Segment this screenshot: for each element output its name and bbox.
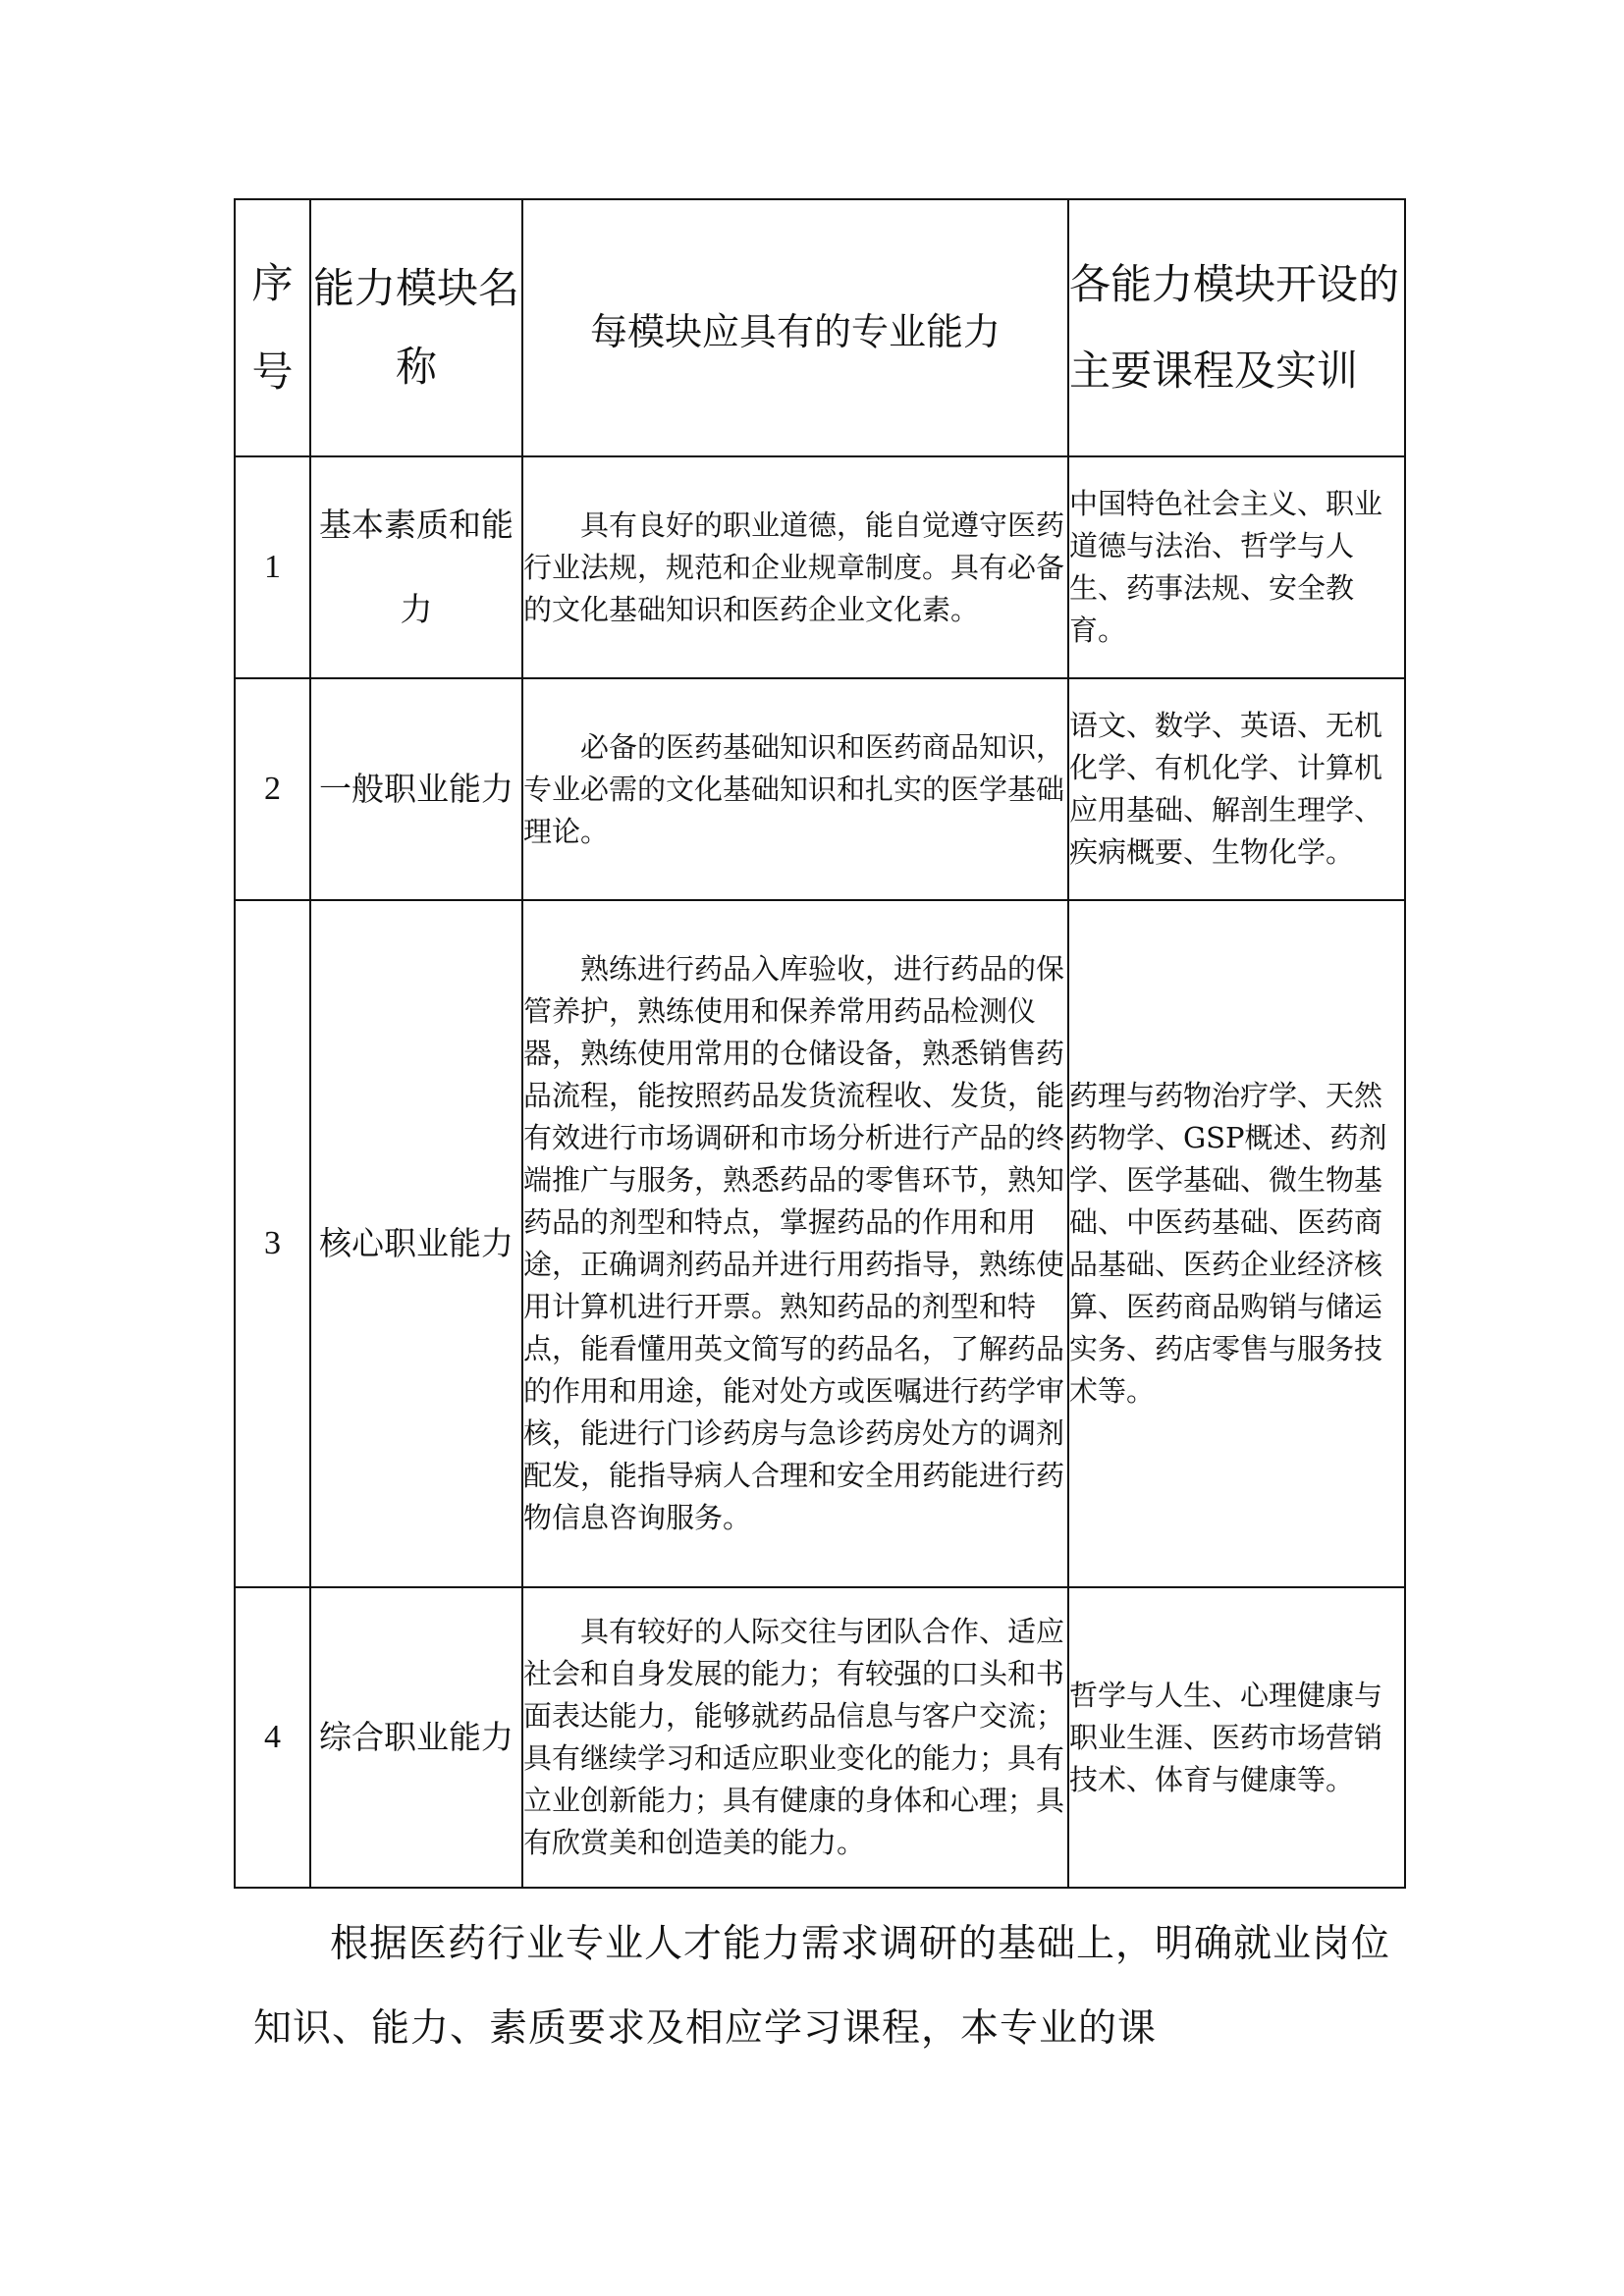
row-courses: 哲学与人生、心理健康与职业生涯、医药市场营销技术、体育与健康等。 <box>1068 1587 1405 1888</box>
table-row <box>235 456 1405 678</box>
ability-module-table <box>234 198 1406 1889</box>
row-module-name: 综合职业能力 <box>310 1587 522 1888</box>
header-courses: 各能力模块开设的主要课程及实训 <box>1068 199 1405 456</box>
header-module-name: 能力模块名称 <box>310 199 522 456</box>
row-abilities: 必备的医药基础知识和医药商品知识，专业必需的文化基础知识和扎实的医学基础理论。 <box>522 678 1068 900</box>
body-paragraph: 根据医药行业专业人才能力需求调研的基础上，明确就业岗位知识、能力、素质要求及相应学习课程，本专业的课 <box>253 1922 1391 2051</box>
row-index: 3 <box>235 900 310 1587</box>
table-row <box>235 900 1405 1587</box>
row-abilities: 熟练进行药品入库验收，进行药品的保管养护，熟练使用和保养常用药品检测仪器，熟练使用常用的仓储设备，熟悉销售药品流程，能按照药品发货流程收、发货，能有效进行市场调研和市场分析进行产品的终端推广与服务，熟悉药品的零售环节，熟知药品的剂型和特点，掌握药品的作用和用途，正确调剂药品并进行用药指导，熟练使用计算机进行开票。熟知药品的剂型和特点，能看懂用英文简写的药品名，了解药品的作用和用途，能对处方或医嘱进行药学审核，能进行门诊药房与急诊药房处方的调剂配发，能指导病人合理和安全用药能进行药物信息咨询服务。 <box>522 900 1068 1587</box>
row-index: 1 <box>235 456 310 678</box>
row-abilities: 具有较好的人际交往与团队合作、适应社会和自身发展的能力；有较强的口头和书面表达能力，能够就药品信息与客户交流；具有继续学习和适应职业变化的能力；具有立业创新能力；具有健康的身体和心理；具有欣赏美和创造美的能力。 <box>522 1587 1068 1888</box>
row-module-name: 一般职业能力 <box>310 678 522 900</box>
row-courses: 语文、数学、英语、无机化学、有机化学、计算机应用基础、解剖生理学、疾病概要、生物化学。 <box>1068 678 1405 900</box>
row-abilities: 具有良好的职业道德，能自觉遵守医药行业法规，规范和企业规章制度。具有必备的文化基础知识和医药企业文化素。 <box>522 456 1068 678</box>
row-index: 4 <box>235 1587 310 1888</box>
header-abilities: 每模块应具有的专业能力 <box>522 199 1068 456</box>
row-module-name: 基本素质和能力 <box>310 456 522 678</box>
table-row <box>235 678 1405 900</box>
row-module-name: 核心职业能力 <box>310 900 522 1587</box>
table-row <box>235 1587 1405 1888</box>
row-index: 2 <box>235 678 310 900</box>
table-header-row <box>235 199 1405 456</box>
header-index: 序号 <box>235 199 310 456</box>
row-courses: 药理与药物治疗学、天然药物学、GSP概述、药剂学、医学基础、微生物基础、中医药基础、医药商品基础、医药企业经济核算、医药商品购销与储运实务、药店零售与服务技术等。 <box>1068 900 1405 1587</box>
row-courses: 中国特色社会主义、职业道德与法治、哲学与人生、药事法规、安全教育。 <box>1068 456 1405 678</box>
